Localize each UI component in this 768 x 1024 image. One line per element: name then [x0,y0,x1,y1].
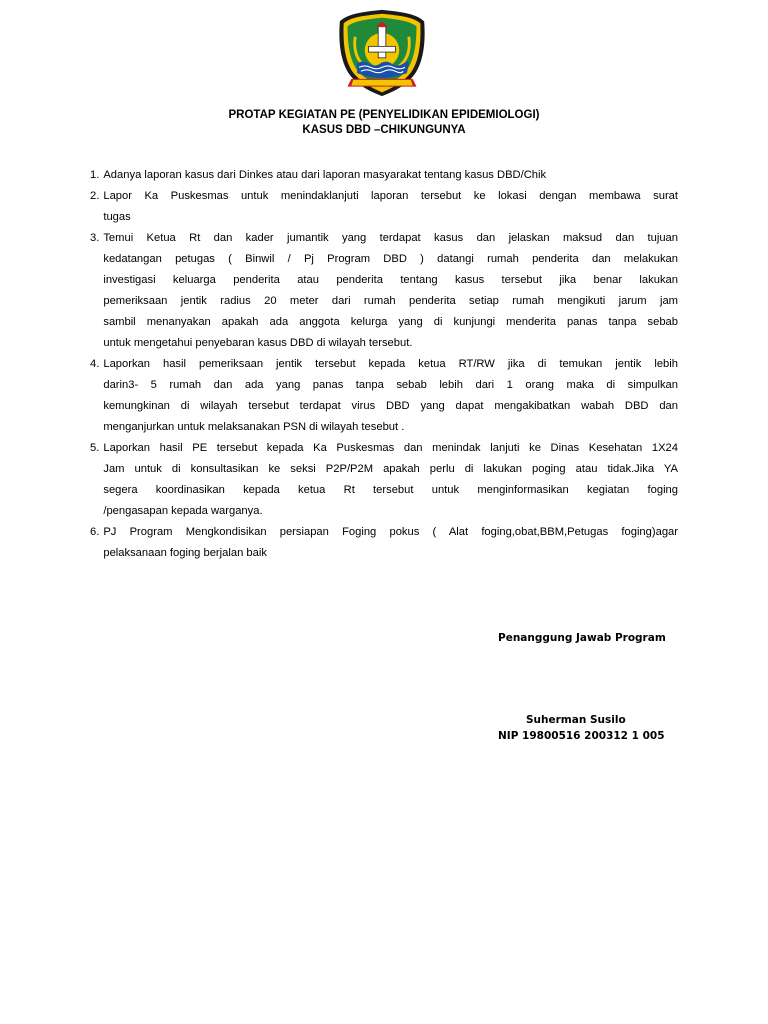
document-title [0,108,768,138]
item-number: 4. [90,358,100,370]
title-line-1: PROTAP KEGIATAN PE (PENYELIDIKAN EPIDEMIOLOGI) [228,109,540,121]
item-line: segera koordinasikan kepada ketua Rt tersebut untuk menginformasikan kegiatan foging [103,484,678,496]
item-line: tugas [103,211,131,223]
item-line: untuk mengetahui penyebaran kasus DBD di wilayah tersebut. [103,337,413,349]
item-number: 6. [90,526,100,538]
item-line: investigasi keluarga penderita atau penderita tentang kasus tersebut jika benar lakukan [103,274,678,286]
item-line: Lapor Ka Puskesmas untuk menindaklanjuti laporan tersebut ke lokasi dengan membawa surat [103,190,678,202]
kota-patriot-crest-icon [334,8,430,100]
item-number: 5. [90,442,100,454]
item-line: pemeriksaan jentik radius 20 meter dari rumah penderita setiap rumah mengikuti jarum jam [103,295,678,307]
procedure-list [90,165,678,564]
item-line: kedatangan petugas ( Binwil / Pj Program DBD ) datangi rumah penderita dan melakukan [103,253,678,265]
item-line: menganjurkan untuk melaksanakan PSN di wilayah tesebut . [103,421,405,433]
item-line: Laporkan hasil pemeriksaan jentik tersebut kepada ketua RT/RW jika di temukan jentik lebih [103,358,678,370]
item-line: pelaksanaan foging berjalan baik [103,547,267,559]
list-item-5 [90,438,678,522]
title-line-2: KASUS DBD –CHIKUNGUNYA [302,124,466,136]
item-line: Temui Ketua Rt dan kader jumantik yang terdapat kasus dan jelaskan maksud dan tujuan [103,232,678,244]
list-item-1 [90,165,678,186]
list-item-3 [90,228,678,354]
signature-nip: NIP 19800516 200312 1 005 [498,730,665,742]
list-item-6 [90,522,678,564]
item-line: Jam untuk di konsultasikan ke seksi P2P/P2M apakah perlu di lakukan poging atau tidak.Jika YA [103,463,678,475]
item-number: 2. [90,190,100,202]
item-line: darin3- 5 rumah dan ada yang panas tanpa sebab lebih dari 1 orang maka di simpulkan [103,379,678,391]
item-number: 1. [90,169,100,181]
item-line: kemungkinan di wilayah tersebut terdapat virus DBD yang dapat mengakibatkan wabah DBD dan [103,400,678,412]
list-item-4 [90,354,678,438]
item-line: sambil menanyakan apakah ada anggota kelurga yang di kunjungi menderita panas tanpa sebab [103,316,678,328]
list-item-2 [90,186,678,228]
item-line: Laporkan hasil PE tersebut kepada Ka Puskesmas dan menindak lanjuti ke Dinas Kesehatan 1X24 [103,442,678,454]
item-line: /pengasapan kepada warganya. [103,505,263,517]
signature-role: Penanggung Jawab Program [498,632,666,644]
item-line: Adanya laporan kasus dari Dinkes atau dari laporan masyarakat tentang kasus DBD/Chik [103,169,547,181]
item-line: PJ Program Mengkondisikan persiapan Foging pokus ( Alat foging,obat,BBM,Petugas foging)agar [103,526,678,538]
signature-name: Suherman Susilo [526,714,626,726]
item-number: 3. [90,232,100,244]
